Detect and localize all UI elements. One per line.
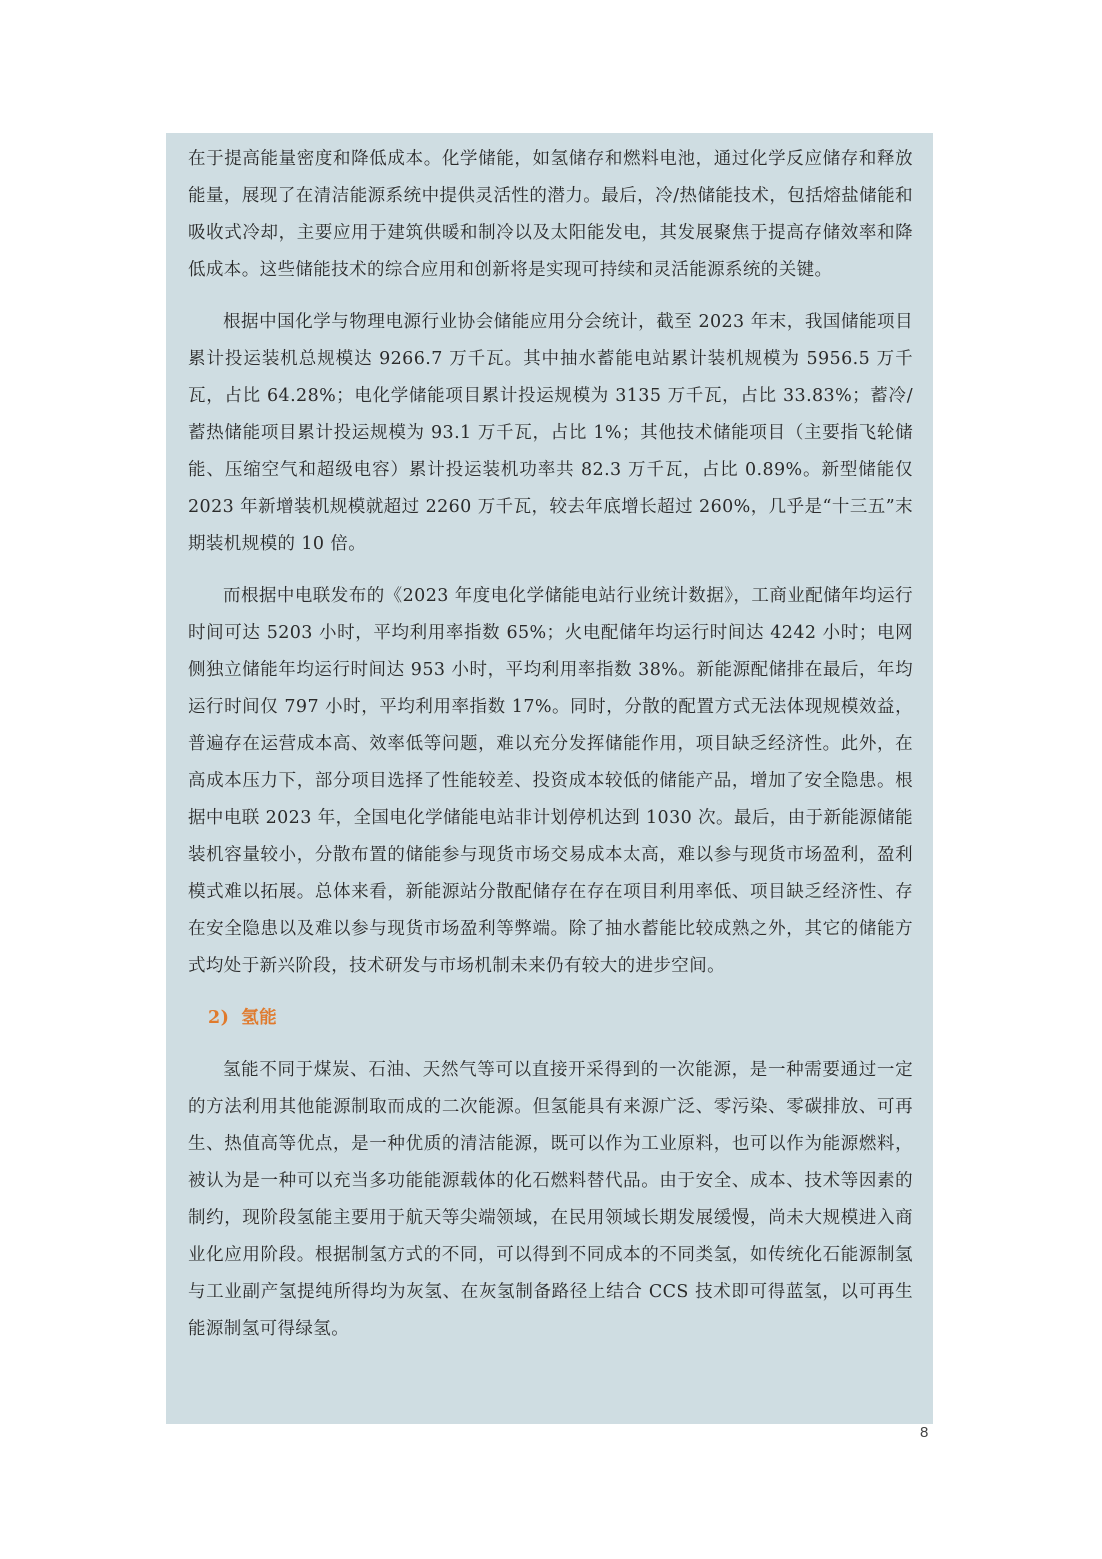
paragraph-hydrogen-energy: 氢能不同于煤炭、石油、天然气等可以直接开采得到的一次能源，是一种需要通过一定的方法利用其他能源制取而成的二次能源。但氢能具有来源广泛、零污染、零碳排放、可再生、热值高等优点，是一种优质的清洁能源，既可以作为工业原料，也可以作为能源燃料，被认为是一种可以充当多功能能源载体的化石燃料替代品。由于安全、成本、技术等因素的制约，现阶段氢能主要用于航天等尖端领域，在民用领域长期发展缓慢，尚未大规模进入商业化应用阶段。根据制氢方式的不同，可以得到不同成本的不同类氢，如传统化石能源制氢与工业副产氢提纯所得均为灰氢、在灰氢制备路径上结合 CCS 技术即可得蓝氢，以可再生能源制氢可得绿氢。 <box>188 1060 913 1339</box>
content-box <box>166 133 933 1424</box>
paragraph-installed-capacity: 根据中国化学与物理电源行业协会储能应用分会统计，截至 2023 年末，我国储能项目累计投运装机总规模达 9266.7 万千瓦。其中抽水蓄能电站累计装机规模为 5956.5 万千瓦，占比 64.28%；电化学储能项目累计投运规模为 3135 万千瓦，占比 33.83%；蓄冷/蓄热储能项目累计投运规模为 93.1 万千瓦，占比 1%；其他技术储能项目（主要指飞轮储能、压缩空气和超级电容）累计投运装机功率共 82.3 万千瓦，占比 0.89%。新型储能仅 2023 年新增装机规模就超过 2260 万千瓦，较去年底增长超过 260%，几乎是“十三五”末期装机规模的 10 倍。 <box>188 312 913 554</box>
paragraph-gap <box>188 985 913 1000</box>
section-heading-hydrogen <box>188 1000 913 1037</box>
paragraph-utilization-statistics: 而根据中电联发布的《2023 年度电化学储能电站行业统计数据》，工商业配储年均运行时间可达 5203 小时，平均利用率指数 65%；火电配储年均运行时间达 4242 小时；电网侧独立储能年均运行时间达 953 小时，平均利用率指数 38%。新能源配储排在最后，年均运行时间仅 797 小时，平均利用率指数 17%。同时，分散的配置方式无法体现规模效益，普遍存在运营成本高、效率低等问题，难以充分发挥储能作用，项目缺乏经济性。此外，在高成本压力下，部分项目选择了性能较差、投资成本较低的储能产品，增加了安全隐患。根据中电联 2023 年，全国电化学储能电站非计划停机达到 1030 次。最后，由于新能源储能装机容量较小，分散布置的储能参与现货市场交易成本太高，难以参与现货市场盈利，盈利模式难以拓展。总体来看，新能源站分散配储存在存在项目利用率低、项目缺乏经济性、存在安全隐患以及难以参与现货市场盈利等弊端。除了抽水蓄能比较成熟之外，其它的储能方式均处于新兴阶段，技术研发与市场机制未来仍有较大的进步空间。 <box>188 586 913 976</box>
section-title: 氢能 <box>241 1008 278 1028</box>
page-number: 8 <box>920 1424 929 1441</box>
paragraph-storage-technologies: 在于提高能量密度和降低成本。化学储能，如氢储存和燃料电池，通过化学反应储存和释放能量，展现了在清洁能源系统中提供灵活性的潜力。最后，冷/热储能技术，包括熔盐储能和吸收式冷却，主要应用于建筑供暖和制冷以及太阳能发电，其发展聚焦于提高存储效率和降低成本。这些储能技术的综合应用和创新将是实现可持续和灵活能源系统的关键。 <box>188 149 913 280</box>
paragraph-gap <box>188 1037 913 1052</box>
section-number: 2) <box>208 1008 230 1028</box>
paragraph-gap <box>188 563 913 578</box>
paragraph-gap <box>188 289 913 304</box>
